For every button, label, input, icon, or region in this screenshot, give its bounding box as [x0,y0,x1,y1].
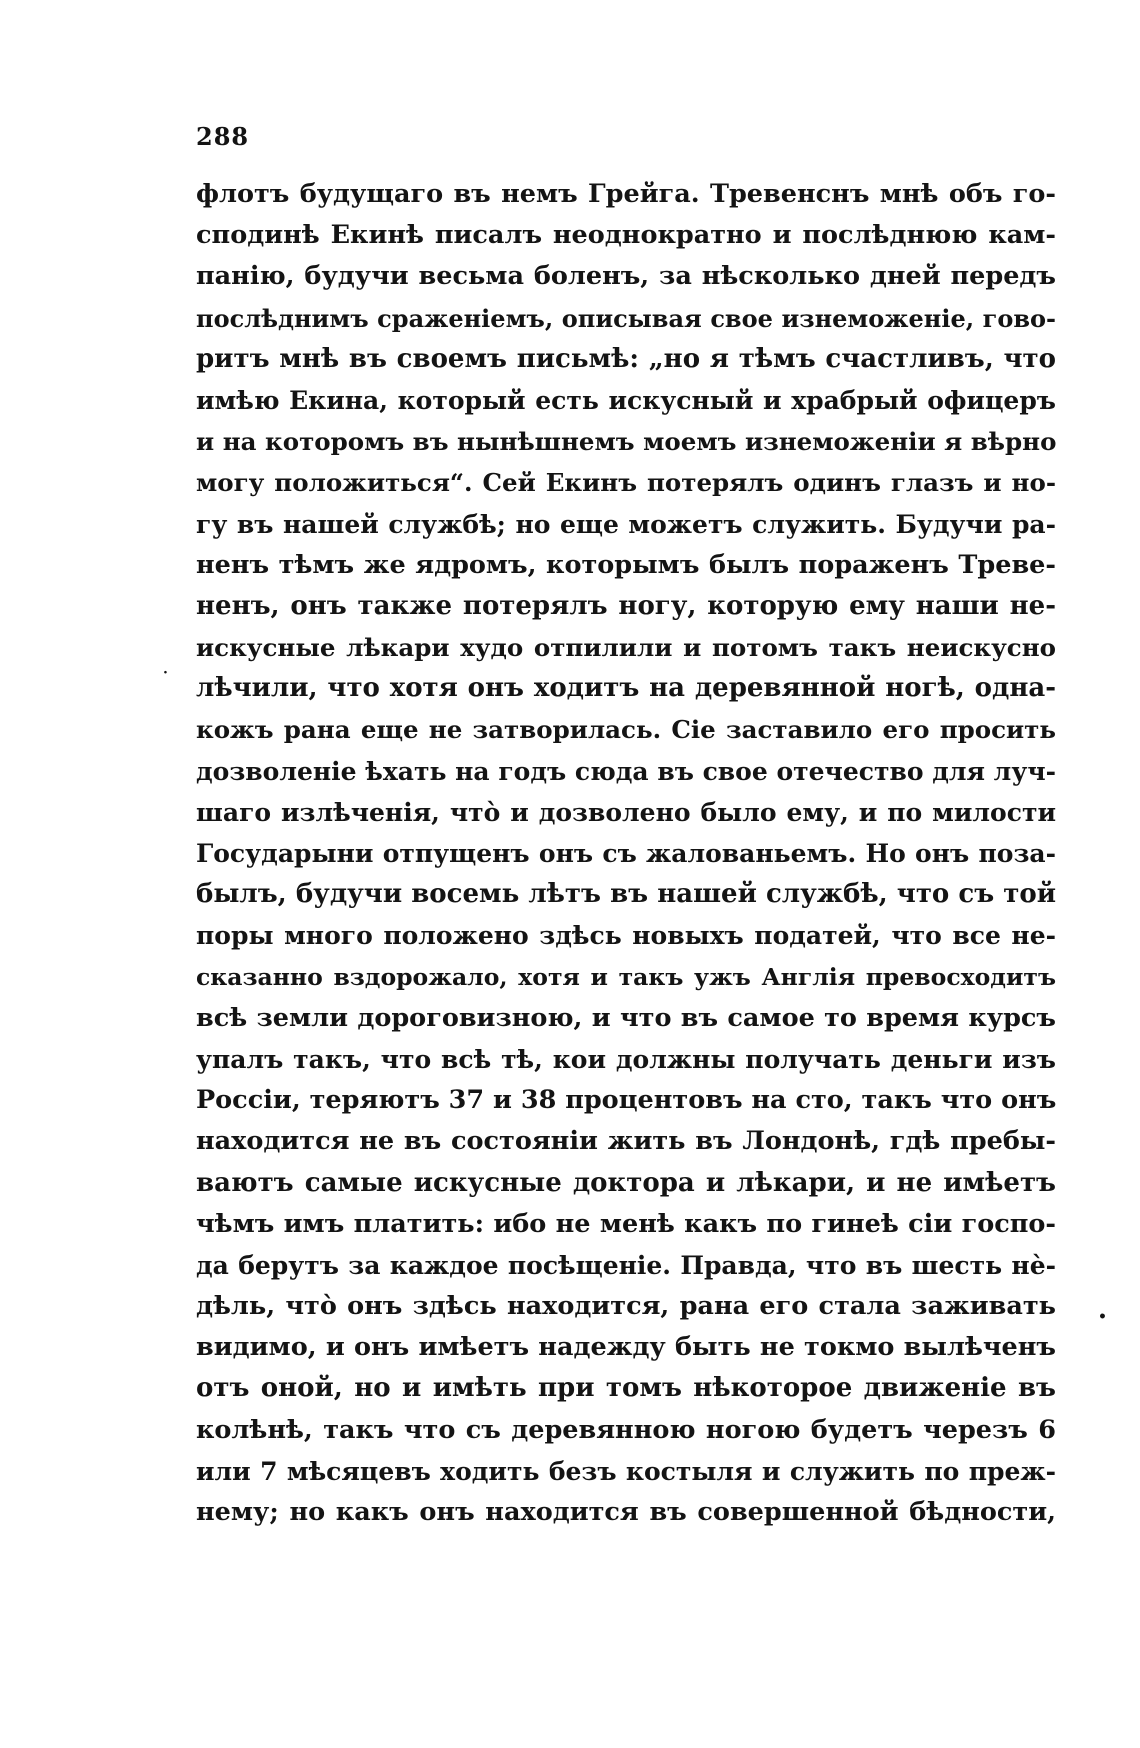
text-line: видимо, и онъ имѣетъ надежду быть не токмо вылѣченъ [196,1332,1056,1363]
text-line: ритъ мнѣ въ своемъ письмѣ: „но я тѣмъ счастливъ, что [196,343,1056,374]
text-line: ваютъ самые искусные доктора и лѣкари, и не имѣетъ [196,1167,1056,1198]
text-line: Россіи, теряютъ 37 и 38 процентовъ на сто, такъ что онъ [196,1085,1056,1116]
text-line: лѣчили, что хотя онъ ходитъ на деревянной ногѣ, одна- [196,673,1056,704]
text-line: упалъ такъ, что всѣ тѣ, кои должны получать деньги изъ [196,1044,1056,1074]
text-line: кожъ рана еще не затворилась. Сіе заставило его просить [196,715,1056,745]
text-line: нему; но какъ онъ находится въ совершенной бѣдности, [196,1497,1056,1527]
text-line: гу въ нашей службѣ; но еще можетъ служить. Будучи ра- [196,509,1056,539]
text-line: дѣль, что̀ онъ здѣсь находится, рана его стала заживать [196,1291,1056,1322]
text-line: да берутъ за каждое посѣщеніе. Правда, что въ шесть нѐ- [196,1250,1056,1280]
text-line: былъ, будучи восемь лѣтъ въ нашей службѣ, что съ той [196,879,1056,910]
page-number: 288 [196,122,250,151]
text-line: Государыни отпущенъ онъ съ жалованьемъ. Но онъ поза- [196,839,1056,868]
text-line: флотъ будущаго въ немъ Грейга. Тревенснъ мнѣ объ го- [196,179,1056,209]
text-line: искусные лѣкари худо отпилили и потомъ такъ неискусно [196,633,1056,663]
body-text [196,174,1056,1533]
text-line: колѣнѣ, такъ что съ деревянною ногою будетъ черезъ 6 [196,1414,1056,1445]
text-line: шаго излѣченія, что̀ и дозволено было ему, и по милости [196,797,1056,827]
text-line: отъ оной, но и имѣть при томъ нѣкоторое движеніе въ [196,1373,1056,1404]
text-line: находится не въ состояніи жить въ Лондонѣ, гдѣ пребы- [196,1126,1056,1157]
text-line: могу положиться“. Сей Екинъ потерялъ одинъ глазъ и но- [196,468,1056,498]
text-line: послѣднимъ сраженіемъ, описывая свое изнеможеніе, гово- [196,303,1056,333]
text-line: ненъ тѣмъ же ядромъ, которымъ былъ пораженъ Треве- [196,549,1056,580]
print-speck: · [163,665,168,681]
text-line: имѣю Екина, который есть искусный и храбрый офицеръ [196,385,1056,415]
text-line: всѣ земли дороговизною, и что въ самое то время курсъ [196,1002,1056,1033]
text-line: поры много положено здѣсь новыхъ податей, что все не- [196,921,1056,951]
text-line: панію, будучи весьма боленъ, за нѣсколько дней передъ [196,261,1056,292]
print-speck: • [1098,1309,1107,1325]
text-line: сподинѣ Екинѣ писалъ неоднократно и послѣднюю кам- [196,220,1056,251]
text-line: сказанно вздорожало, хотя и такъ ужъ Англія превосходитъ [196,962,1056,991]
text-line: или 7 мѣсяцевъ ходить безъ костыля и служить по преж- [196,1456,1056,1486]
text-line: дозволеніе ѣхать на годъ сюда въ свое отечество для луч- [196,756,1056,786]
text-line: и на которомъ въ нынѣшнемъ моемъ изнеможеніи я вѣрно [196,427,1056,457]
text-line: чѣмъ имъ платить: ибо не менѣ какъ по гинеѣ сіи госпо- [196,1208,1056,1239]
text-line: ненъ, онъ также потерялъ ногу, которую ему наши не- [196,590,1056,621]
